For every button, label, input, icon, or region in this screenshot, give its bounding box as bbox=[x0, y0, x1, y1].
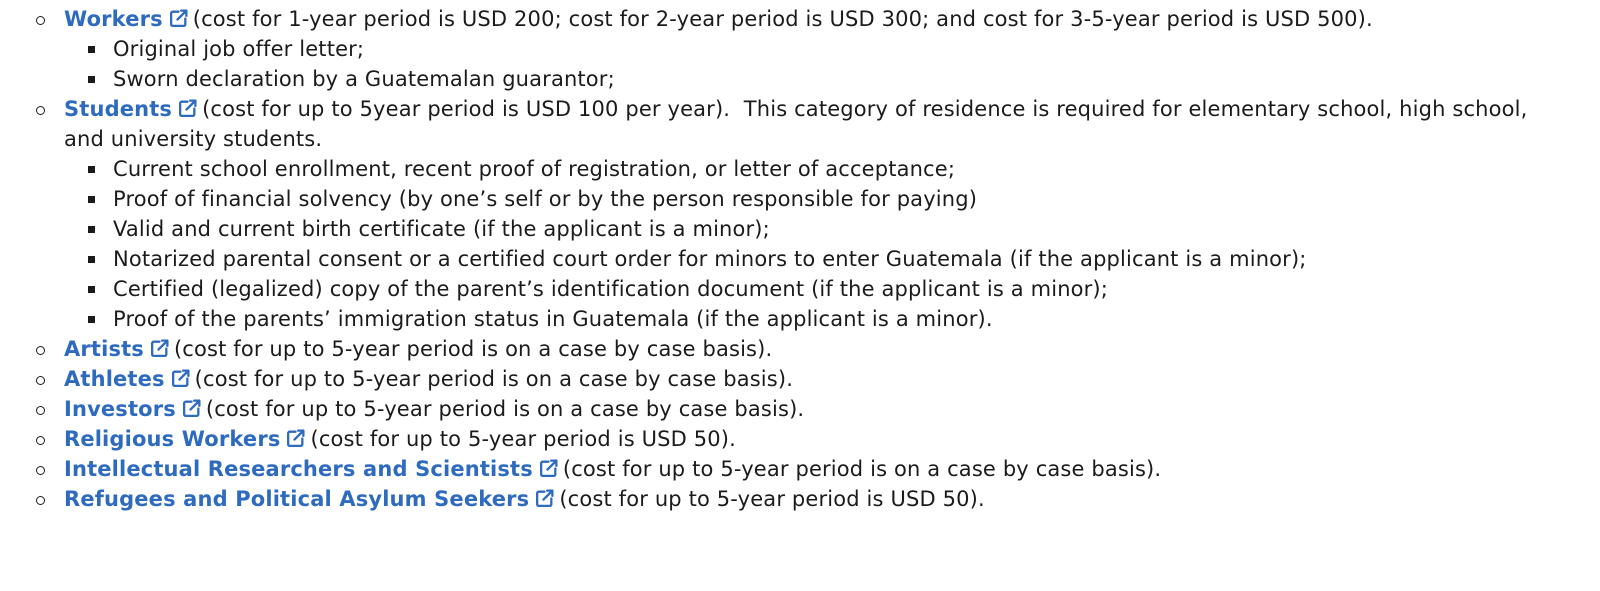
list-item bbox=[64, 424, 1564, 454]
list-item bbox=[113, 34, 1564, 64]
category-description: (cost for up to 5-year period is on a case by case basis). bbox=[173, 337, 773, 361]
category-description: (cost for up to 5-year period is USD 50). bbox=[559, 487, 985, 511]
list-item bbox=[64, 484, 1564, 514]
requirement-text: Valid and current birth certificate (if the applicant is a minor); bbox=[113, 217, 770, 241]
requirement-text: Original job offer letter; bbox=[113, 37, 365, 61]
category-link-athletes[interactable]: Athletes bbox=[64, 367, 165, 391]
square-bullet-icon bbox=[88, 76, 95, 83]
list-item bbox=[64, 94, 1564, 334]
external-link-icon[interactable] bbox=[170, 368, 191, 389]
square-bullet-icon bbox=[88, 256, 95, 263]
list-item bbox=[64, 4, 1564, 94]
requirement-text: Notarized parental consent or a certified court order for minors to enter Guatemala (if the applicant is a minor); bbox=[113, 247, 1307, 271]
external-link-icon[interactable] bbox=[534, 488, 555, 509]
category-description: (cost for up to 5-year period is USD 50). bbox=[310, 427, 736, 451]
category-description: (cost for 1-year period is USD 200; cost for 2-year period is USD 300; and cost for 3-5-year period is USD 500). bbox=[192, 7, 1373, 31]
external-link-icon[interactable] bbox=[149, 338, 170, 359]
category-description: (cost for up to 5year period is USD 100 per year). This category of residence is required for elementary school, high school, and university students. bbox=[64, 97, 1535, 151]
list-item bbox=[113, 154, 1564, 184]
external-link-icon[interactable] bbox=[538, 458, 559, 479]
external-link-icon[interactable] bbox=[181, 398, 202, 419]
category-description: (cost for up to 5-year period is on a case by case basis). bbox=[194, 367, 794, 391]
circle-bullet-icon bbox=[36, 346, 45, 355]
list-item bbox=[64, 364, 1564, 394]
list-item bbox=[113, 244, 1564, 274]
requirement-text: Certified (legalized) copy of the parent’s identification document (if the applicant is a minor); bbox=[113, 277, 1108, 301]
requirement-text: Proof of the parents’ immigration status in Guatemala (if the applicant is a minor). bbox=[113, 307, 993, 331]
category-link-refugees-asylum-seekers[interactable]: Refugees and Political Asylum Seekers bbox=[64, 487, 530, 511]
list-item bbox=[64, 394, 1564, 424]
category-link-students[interactable]: Students bbox=[64, 97, 173, 121]
category-description: (cost for up to 5-year period is on a case by case basis). bbox=[205, 397, 805, 421]
requirement-text: Current school enrollment, recent proof of registration, or letter of acceptance; bbox=[113, 157, 956, 181]
square-bullet-icon bbox=[88, 286, 95, 293]
category-link-investors[interactable]: Investors bbox=[64, 397, 176, 421]
circle-bullet-icon bbox=[36, 376, 45, 385]
circle-bullet-icon bbox=[36, 466, 45, 475]
list-item bbox=[64, 454, 1564, 484]
circle-bullet-icon bbox=[36, 436, 45, 445]
category-link-religious-workers[interactable]: Religious Workers bbox=[64, 427, 281, 451]
category-description: (cost for up to 5-year period is on a case by case basis). bbox=[562, 457, 1162, 481]
requirement-text: Proof of financial solvency (by one’s self or by the person responsible for paying) bbox=[113, 187, 978, 211]
external-link-icon[interactable] bbox=[285, 428, 306, 449]
list-item bbox=[113, 274, 1564, 304]
category-link-researchers-scientists[interactable]: Intellectual Researchers and Scientists bbox=[64, 457, 533, 481]
requirements-list bbox=[64, 34, 1564, 94]
residence-category-list bbox=[0, 4, 1564, 514]
circle-bullet-icon bbox=[36, 406, 45, 415]
category-link-artists[interactable]: Artists bbox=[64, 337, 144, 361]
list-item bbox=[113, 214, 1564, 244]
circle-bullet-icon bbox=[36, 496, 45, 505]
external-link-icon[interactable] bbox=[168, 8, 189, 29]
list-item bbox=[64, 334, 1564, 364]
square-bullet-icon bbox=[88, 166, 95, 173]
list-item bbox=[113, 64, 1564, 94]
list-item bbox=[113, 184, 1564, 214]
square-bullet-icon bbox=[88, 46, 95, 53]
square-bullet-icon bbox=[88, 316, 95, 323]
requirements-list bbox=[64, 154, 1564, 334]
square-bullet-icon bbox=[88, 226, 95, 233]
circle-bullet-icon bbox=[36, 106, 45, 115]
requirement-text: Sworn declaration by a Guatemalan guarantor; bbox=[113, 67, 615, 91]
category-link-workers[interactable]: Workers bbox=[64, 7, 163, 31]
list-item bbox=[113, 304, 1564, 334]
circle-bullet-icon bbox=[36, 16, 45, 25]
external-link-icon[interactable] bbox=[177, 98, 198, 119]
square-bullet-icon bbox=[88, 196, 95, 203]
